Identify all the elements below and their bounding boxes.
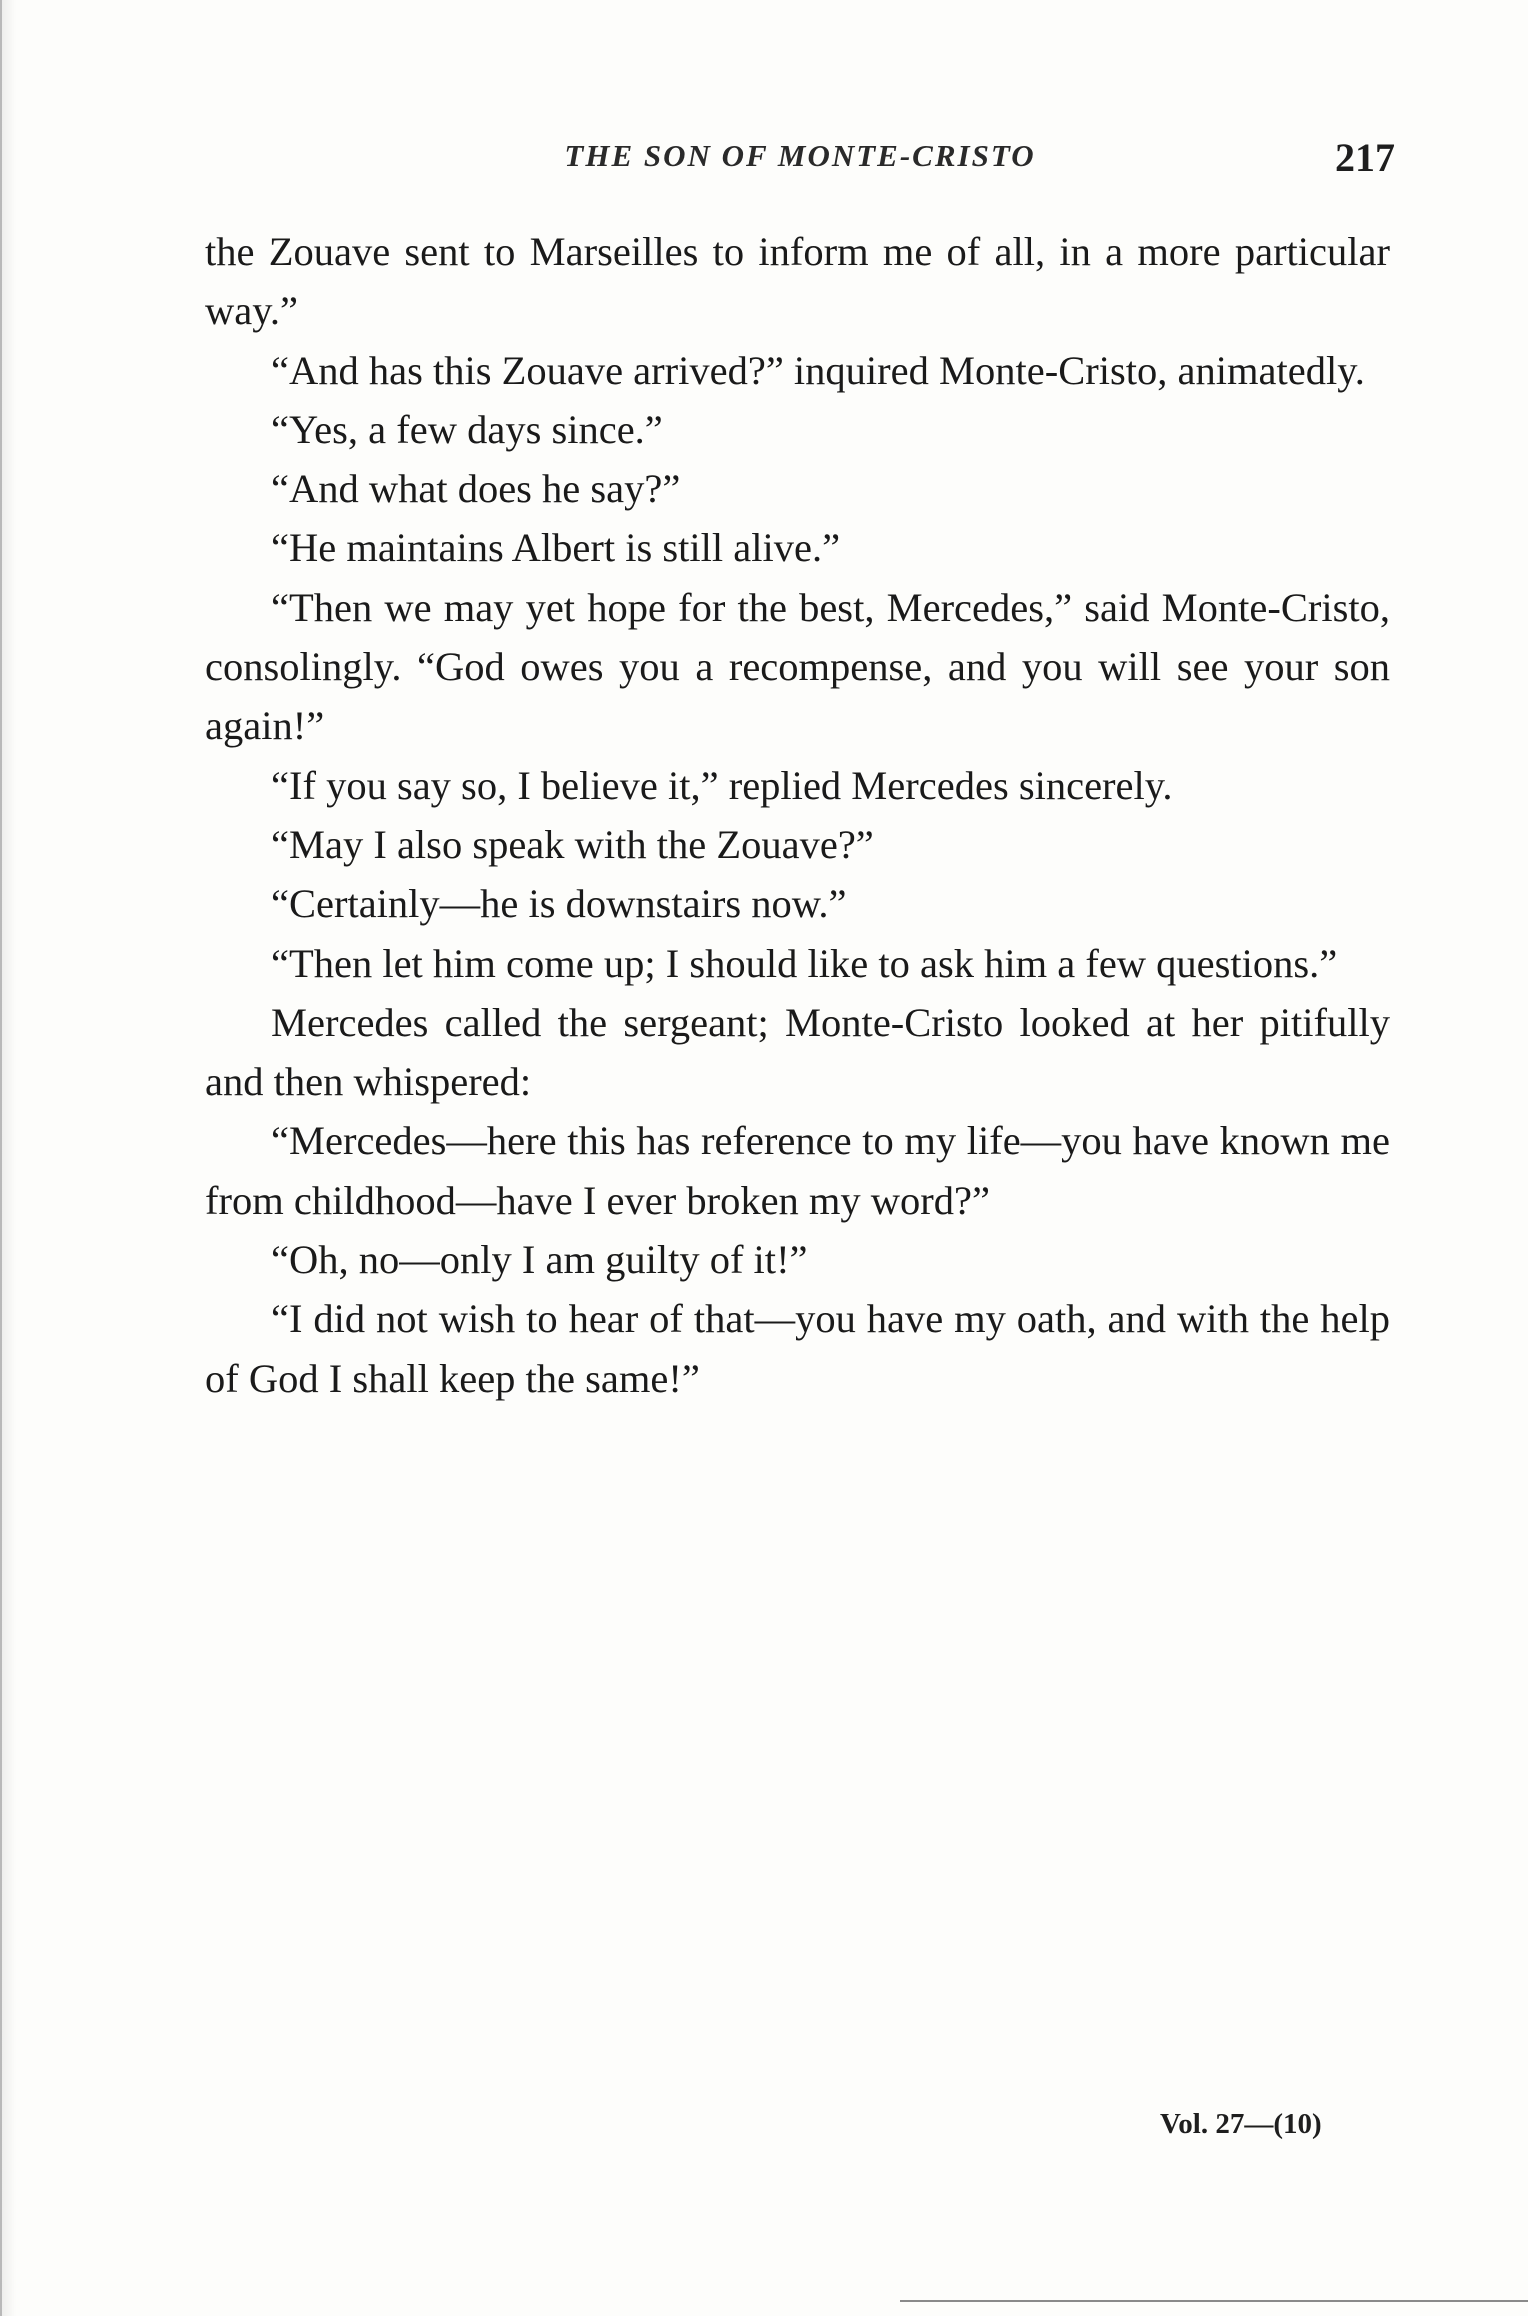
paragraph: “If you say so, I believe it,” replied Mercedes sincerely. bbox=[271, 762, 1173, 808]
paragraph: “Mercedes—here this has reference to my life—you have known me from childhood—have I ever broken my word?” bbox=[205, 1118, 1390, 1223]
paragraph: “Certainly—he is downstairs now.” bbox=[271, 881, 847, 927]
running-head bbox=[205, 135, 1395, 198]
paragraph: “He maintains Albert is still alive.” bbox=[271, 525, 841, 571]
bottom-edge-rule bbox=[900, 2300, 1528, 2302]
page-number: 217 bbox=[1335, 135, 1395, 180]
paragraph: “I did not wish to hear of that—you have my oath, and with the help of God I shall keep the same!” bbox=[205, 1296, 1390, 1401]
paragraph: “Then we may yet hope for the best, Mercedes,” said Monte-Cristo, consolingly. “God owes you a recompense, and you will see your son again!” bbox=[205, 584, 1390, 749]
page-binding-edge bbox=[0, 0, 16, 2316]
volume-signature-mark: Vol. 27—(10) bbox=[1160, 2108, 1322, 2140]
paragraph: “May I also speak with the Zouave?” bbox=[271, 821, 874, 867]
paragraph: “And what does he say?” bbox=[271, 466, 681, 512]
paragraph-continuation: the Zouave sent to Marseilles to inform me of all, in a more particular way.” bbox=[205, 229, 1390, 334]
paragraph: “Then let him come up; I should like to ask him a few questions.” bbox=[271, 940, 1338, 986]
running-title: THE SON OF MONTE-CRISTO bbox=[564, 138, 1036, 173]
paragraph: “Yes, a few days since.” bbox=[271, 406, 663, 452]
paragraph: Mercedes called the sergeant; Monte-Cristo looked at her pitifully and then whispered: bbox=[205, 999, 1390, 1105]
paragraph: “Oh, no—only I am guilty of it!” bbox=[271, 1237, 808, 1283]
body-text bbox=[205, 222, 1390, 1408]
paragraph: “And has this Zouave arrived?” inquired Monte-Cristo, animatedly. bbox=[271, 347, 1365, 393]
